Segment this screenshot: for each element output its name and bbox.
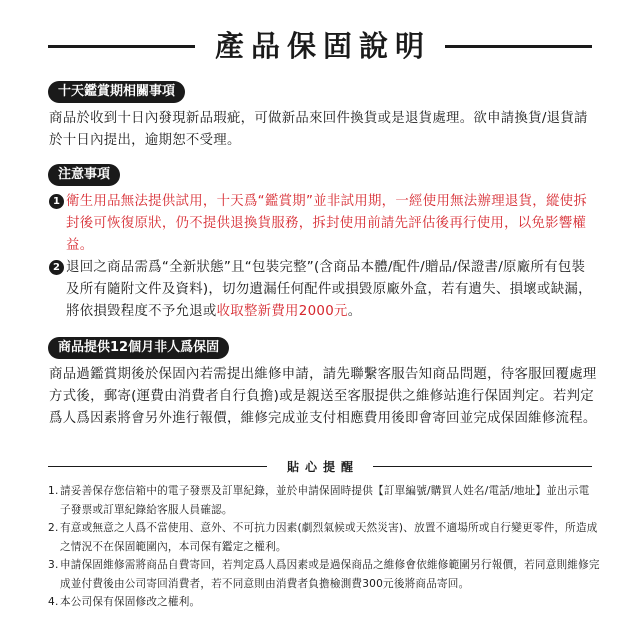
notes-section-badge: 注意事項 <box>48 164 120 186</box>
tip-item <box>48 556 600 593</box>
tips-left-rule <box>48 466 267 467</box>
tip-item <box>48 519 600 556</box>
trial-section-badge: 十天鑑賞期相關事項 <box>48 81 185 103</box>
tip-item <box>48 593 600 612</box>
tip-text: 本公司保有保固修改之權利。 <box>60 596 201 608</box>
warranty-section-text: 商品過鑑賞期後於保固內若需提出維修申請，請先聯繫客服告知商品問題，待客服回覆處理方式後，郵寄(運費由消費者自行負擔)或是親送至客服提供之維修站進行保固判定。若判定爲人爲因素將會另外進行報價，維修完成並支付相應費用後即會寄回並完成保固維修流程。 <box>49 367 597 426</box>
warranty-section-badge: 商品提供12個月非人爲保固 <box>48 337 229 359</box>
tip-item <box>48 482 600 519</box>
title-right-rule <box>445 45 592 48</box>
note-number-badge: 2 <box>49 260 64 275</box>
tip-text: 請妥善保存您信箱中的電子發票及訂單紀錄，並於申請保固時提供【訂單編號/購買人姓名/電話/地址】並出示電子發票或訂單紀錄給客服人員確認。 <box>60 485 590 516</box>
tips-header <box>48 456 592 476</box>
tips-title: 貼心提醒 <box>287 459 360 474</box>
page-title: 產品保固說明 <box>215 29 432 63</box>
note-item-2-text-end: 。 <box>347 304 362 319</box>
note-item-2-text <box>66 257 597 323</box>
refurbish-fee-highlight: 收取整新費用2000元 <box>216 304 348 319</box>
note-item-1-text: 衛生用品無法提供試用，十天爲“鑑賞期”並非試用期，一經使用無法辦理退貨，縱使拆封後可恢復原狀，仍不提供退換貨服務，拆封使用前請先評估後再行使用，以免影響權益。 <box>66 194 588 253</box>
tips-list <box>48 482 600 612</box>
tip-text: 有意或無意之人爲不當使用、意外、不可抗力因素(劇烈氣候或天然災害)、放置不適場所或自行變更零件，所造成之情況不在保固範圍內，本司保有鑑定之權利。 <box>60 522 598 553</box>
tip-number: 3. <box>48 559 59 571</box>
note-number-badge: 1 <box>49 194 64 209</box>
tips-right-rule <box>373 466 592 467</box>
tip-text: 申請保固維修需將商品自費寄回，若判定爲人爲因素或是過保商品之維修會依維修範圍另行報價，若同意則維修完成並付費後由公司寄回消費者，若不同意則由消費者負擔檢測費300元後將商品寄回。 <box>60 559 600 590</box>
tip-number: 2. <box>48 522 59 534</box>
tip-number: 4. <box>48 596 59 608</box>
note-item-2-text-main: 退回之商品需爲“全新狀態”且“包裝完整”(含商品本體/配件/贈品/保證書/原廠所有包裝及所有隨附文件及資料)，切勿遺漏任何配件或損毀原廠外盒，若有遺失、損壞或缺漏，將依損毀程度不予允退或 <box>66 260 592 319</box>
note-item-1 <box>49 191 597 257</box>
note-item-2 <box>49 257 597 323</box>
trial-section-text: 商品於收到十日內發現新品瑕疵，可做新品來回件換貨或是退貨處理。欲申請換貨/退貨請於十日內提出，逾期恕不受理。 <box>49 111 588 148</box>
title-left-rule <box>48 45 195 48</box>
title-row <box>48 28 592 64</box>
tip-number: 1. <box>48 485 59 497</box>
